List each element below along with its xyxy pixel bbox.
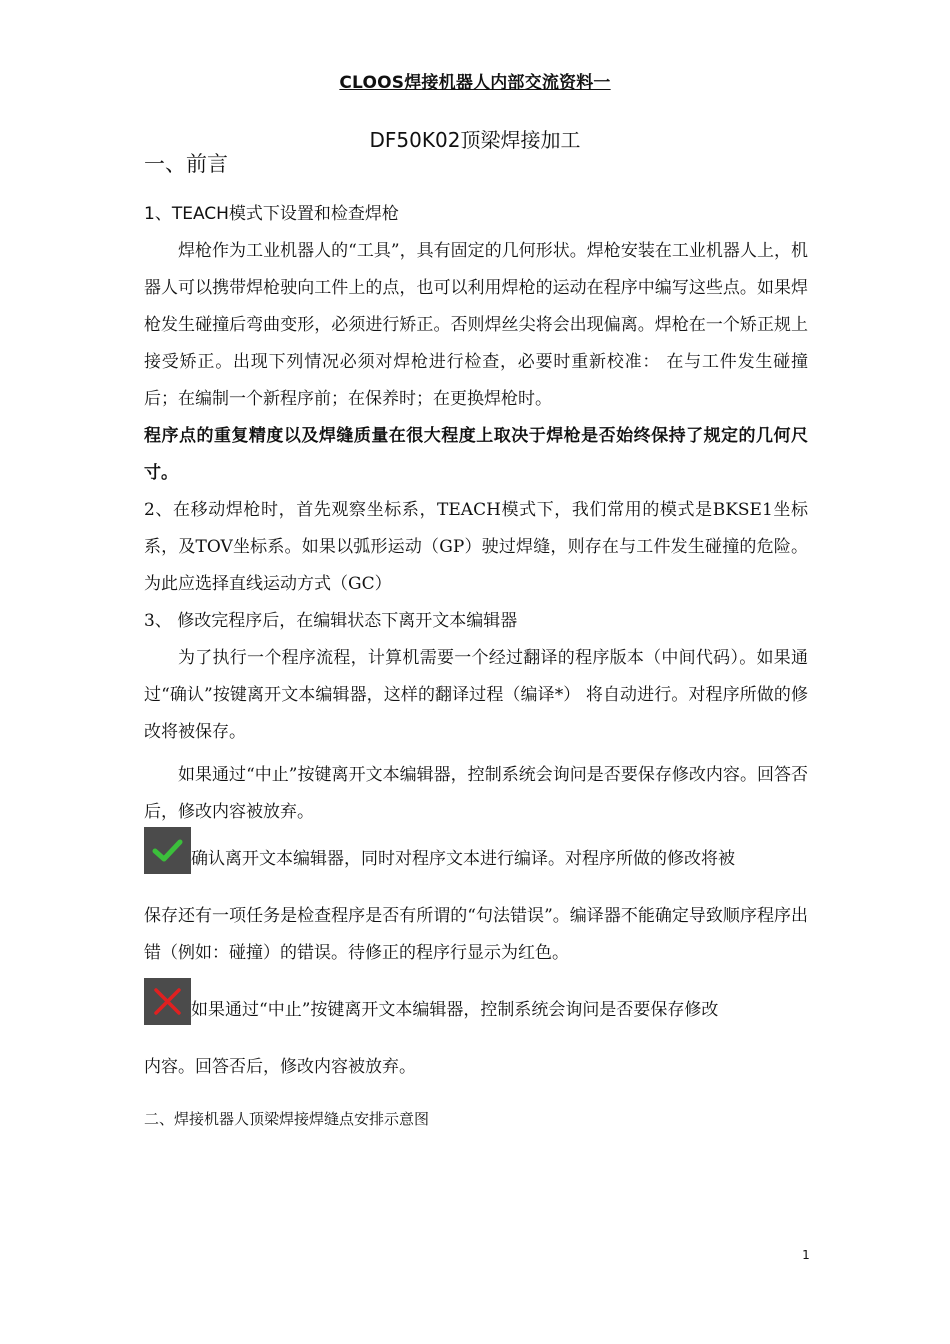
confirm-line [144, 831, 808, 878]
item3-paragraph-1: 为了执行一个程序流程，计算机需要一个经过翻译的程序版本（中间代码）。如果通过“确认”按键离开文本编辑器，这样的翻译过程（编译*） 将自动进行。对程序所做的修改将被保存。 [144, 648, 808, 742]
section1-heading: 一、前言 [144, 152, 228, 176]
cross-icon [144, 978, 191, 1025]
section2-heading: 二、焊接机器人顶梁焊接焊缝点安排示意图 [144, 1110, 430, 1128]
abort-line [144, 982, 808, 1029]
document-title: CLOOS焊接机器人内部交流资料一 [339, 73, 611, 93]
document-body [144, 196, 808, 1134]
item3-heading: 3、 修改完程序后，在编辑状态下离开文本编辑器 [144, 611, 518, 631]
abort-paragraph: 内容。回答否后，修改内容被放弃。 [144, 1057, 416, 1077]
abort-line-text: 如果通过“中止”按键离开文本编辑器，控制系统会询问是否要保存修改 [191, 1000, 719, 1020]
item1-heading: 1、TEACH模式下设置和检查焊枪 [144, 204, 399, 224]
page-number: 1 [802, 1248, 810, 1262]
confirm-paragraph: 保存还有一项任务是检查程序是否有所谓的“句法错误”。编译器不能确定导致顺序程序出错（例如：碰撞）的错误。待修正的程序行显示为红色。 [144, 906, 808, 963]
item1-paragraph: 焊枪作为工业机器人的“工具”，具有固定的几何形状。焊枪安装在工业机器人上，机器人可以携带焊枪驶向工件上的点，也可以利用焊枪的运动在程序中编写这些点。如果焊枪发生碰撞后弯曲变形，必须进行矫正。否则焊丝尖将会出现偏离。焊枪在一个矫正规上接受矫正。出现下列情况必须对焊枪进行检查，必要时重新校准： 在与工件发生碰撞后；在编制一个新程序前；在保养时；在更换焊枪时。 [144, 241, 808, 409]
item2-paragraph: 2、在移动焊枪时，首先观察坐标系，TEACH模式下，我们常用的模式是BKSE1坐标系，及TOV坐标系。如果以弧形运动（GP）驶过焊缝，则存在与工件发生碰撞的危险。为此应选择直线运动方式（GC） [144, 500, 808, 594]
document-subtitle: DF50K02顶梁焊接加工 [369, 128, 581, 152]
item3-paragraph-2: 如果通过“中止”按键离开文本编辑器，控制系统会询问是否要保存修改内容。回答否后，修改内容被放弃。 [144, 765, 808, 822]
item1-emphasis: 程序点的重复精度以及焊缝质量在很大程度上取决于焊枪是否始终保持了规定的几何尺寸。 [144, 426, 808, 483]
confirm-line-text: 确认离开文本编辑器，同时对程序文本进行编译。对程序所做的修改将被 [191, 849, 735, 869]
check-icon [144, 827, 191, 874]
